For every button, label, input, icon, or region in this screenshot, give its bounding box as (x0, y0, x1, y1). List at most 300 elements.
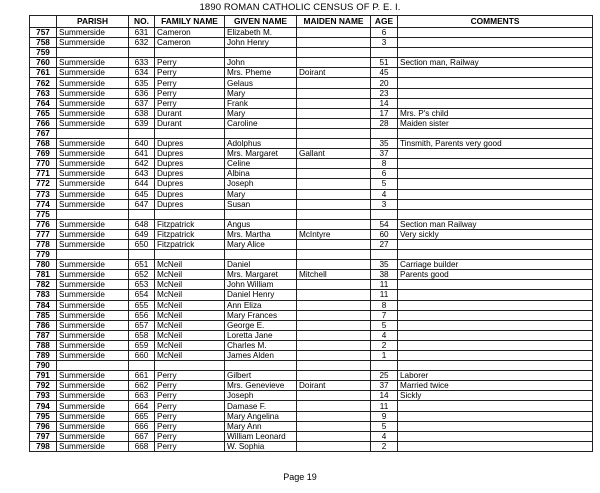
row-number-cell: 770 (30, 159, 57, 169)
comments-cell (398, 48, 593, 58)
table-row (30, 149, 593, 159)
table-row (30, 139, 593, 149)
comments-cell (398, 361, 593, 371)
age-cell (371, 48, 398, 58)
comments-cell (398, 280, 593, 290)
family-name-cell: Dupres (155, 139, 225, 149)
parish-cell: Summerside (57, 310, 129, 320)
given-name-cell: Damase F. (225, 401, 297, 411)
family-name-cell (155, 361, 225, 371)
age-cell: 23 (371, 88, 398, 98)
parish-cell: Summerside (57, 270, 129, 280)
row-number-cell: 757 (30, 28, 57, 38)
parish-cell: Summerside (57, 421, 129, 431)
given-name-cell: Mary (225, 88, 297, 98)
table-row (30, 239, 593, 249)
given-name-cell: Mary Ann (225, 421, 297, 431)
age-cell: 4 (371, 189, 398, 199)
given-name-cell: Gelaus (225, 78, 297, 88)
table-row (30, 108, 593, 118)
given-name-cell (225, 361, 297, 371)
family-name-cell: Dupres (155, 199, 225, 209)
comments-cell (398, 128, 593, 138)
row-number-cell: 791 (30, 371, 57, 381)
given-name-cell: Mrs. Margaret (225, 149, 297, 159)
no-cell: 639 (129, 118, 155, 128)
parish-cell: Summerside (57, 38, 129, 48)
given-name-cell: Charles M. (225, 340, 297, 350)
maiden-name-cell (297, 441, 371, 451)
no-cell (129, 48, 155, 58)
given-name-cell: George E. (225, 320, 297, 330)
given-name-cell: Ann Eliza (225, 300, 297, 310)
age-cell (371, 250, 398, 260)
family-name-cell: Dupres (155, 189, 225, 199)
comments-cell (398, 209, 593, 219)
given-name-cell: Gilbert (225, 371, 297, 381)
family-name-cell: Perry (155, 371, 225, 381)
row-number-cell: 787 (30, 330, 57, 340)
age-cell (371, 128, 398, 138)
column-header (30, 16, 57, 28)
maiden-name-cell (297, 280, 371, 290)
given-name-cell: Adolphus (225, 139, 297, 149)
age-cell: 5 (371, 179, 398, 189)
comments-cell (398, 38, 593, 48)
row-number-cell: 761 (30, 68, 57, 78)
age-cell: 3 (371, 38, 398, 48)
comments-cell (398, 68, 593, 78)
row-number-cell: 777 (30, 229, 57, 239)
given-name-cell: Joseph (225, 179, 297, 189)
parish-cell (57, 209, 129, 219)
comments-cell (398, 189, 593, 199)
age-cell: 6 (371, 28, 398, 38)
table-row (30, 199, 593, 209)
no-cell: 634 (129, 68, 155, 78)
given-name-cell: Daniel (225, 260, 297, 270)
row-number-cell: 769 (30, 149, 57, 159)
maiden-name-cell (297, 250, 371, 260)
maiden-name-cell (297, 209, 371, 219)
parish-cell: Summerside (57, 189, 129, 199)
given-name-cell: Frank (225, 98, 297, 108)
comments-cell: Married twice (398, 381, 593, 391)
no-cell: 649 (129, 229, 155, 239)
comments-cell (398, 28, 593, 38)
given-name-cell (225, 48, 297, 58)
age-cell: 27 (371, 239, 398, 249)
age-cell: 38 (371, 270, 398, 280)
comments-cell (398, 330, 593, 340)
table-row (30, 229, 593, 239)
family-name-cell (155, 250, 225, 260)
row-number-cell: 765 (30, 108, 57, 118)
row-number-cell: 774 (30, 199, 57, 209)
comments-cell (398, 421, 593, 431)
family-name-cell: Cameron (155, 28, 225, 38)
comments-cell (398, 401, 593, 411)
table-row (30, 98, 593, 108)
family-name-cell: McNeil (155, 320, 225, 330)
no-cell: 632 (129, 38, 155, 48)
comments-cell: Section man, Railway (398, 58, 593, 68)
age-cell: 35 (371, 139, 398, 149)
table-row (30, 58, 593, 68)
no-cell: 653 (129, 280, 155, 290)
parish-cell: Summerside (57, 340, 129, 350)
maiden-name-cell (297, 361, 371, 371)
comments-cell (398, 431, 593, 441)
parish-cell: Summerside (57, 300, 129, 310)
row-number-cell: 796 (30, 421, 57, 431)
maiden-name-cell (297, 401, 371, 411)
no-cell: 660 (129, 351, 155, 361)
comments-cell (398, 320, 593, 330)
maiden-name-cell (297, 260, 371, 270)
column-header: AGE (371, 16, 398, 28)
no-cell: 662 (129, 381, 155, 391)
table-row (30, 260, 593, 270)
row-number-cell: 768 (30, 139, 57, 149)
no-cell: 642 (129, 159, 155, 169)
parish-cell: Summerside (57, 391, 129, 401)
family-name-cell: Perry (155, 88, 225, 98)
given-name-cell: Mary (225, 108, 297, 118)
given-name-cell (225, 128, 297, 138)
parish-cell (57, 48, 129, 58)
maiden-name-cell: Doirant (297, 381, 371, 391)
parish-cell: Summerside (57, 169, 129, 179)
parish-cell: Summerside (57, 199, 129, 209)
age-cell: 8 (371, 300, 398, 310)
given-name-cell: Mary Angelina (225, 411, 297, 421)
family-name-cell (155, 209, 225, 219)
census-table (29, 15, 593, 452)
table-row (30, 169, 593, 179)
family-name-cell: Dupres (155, 169, 225, 179)
header-row (30, 16, 593, 28)
row-number-cell: 781 (30, 270, 57, 280)
table-row (30, 421, 593, 431)
table-row (30, 250, 593, 260)
family-name-cell: Durant (155, 118, 225, 128)
family-name-cell: Fitzpatrick (155, 239, 225, 249)
table-row (30, 371, 593, 381)
no-cell: 666 (129, 421, 155, 431)
age-cell: 51 (371, 58, 398, 68)
table-row (30, 441, 593, 451)
family-name-cell: Perry (155, 68, 225, 78)
given-name-cell: Mrs. Genevieve (225, 381, 297, 391)
parish-cell: Summerside (57, 219, 129, 229)
age-cell: 6 (371, 169, 398, 179)
table-row (30, 391, 593, 401)
comments-cell (398, 179, 593, 189)
row-number-cell: 772 (30, 179, 57, 189)
given-name-cell: Mary Frances (225, 310, 297, 320)
no-cell: 661 (129, 371, 155, 381)
age-cell: 35 (371, 260, 398, 270)
parish-cell: Summerside (57, 351, 129, 361)
no-cell: 651 (129, 260, 155, 270)
table-row (30, 68, 593, 78)
given-name-cell: Mary Alice (225, 239, 297, 249)
age-cell: 4 (371, 431, 398, 441)
row-number-cell: 766 (30, 118, 57, 128)
given-name-cell (225, 209, 297, 219)
table-row (30, 330, 593, 340)
maiden-name-cell (297, 108, 371, 118)
no-cell (129, 250, 155, 260)
comments-cell (398, 250, 593, 260)
given-name-cell: Mrs. Martha (225, 229, 297, 239)
family-name-cell: McNeil (155, 280, 225, 290)
no-cell: 658 (129, 330, 155, 340)
given-name-cell: John William (225, 280, 297, 290)
row-number-cell: 763 (30, 88, 57, 98)
table-row (30, 88, 593, 98)
row-number-cell: 773 (30, 189, 57, 199)
no-cell: 641 (129, 149, 155, 159)
table-row (30, 411, 593, 421)
parish-cell: Summerside (57, 280, 129, 290)
no-cell: 655 (129, 300, 155, 310)
age-cell: 14 (371, 98, 398, 108)
column-header: MAIDEN NAME (297, 16, 371, 28)
table-row (30, 189, 593, 199)
given-name-cell: Loretta Jane (225, 330, 297, 340)
maiden-name-cell (297, 88, 371, 98)
comments-cell (398, 351, 593, 361)
maiden-name-cell (297, 58, 371, 68)
age-cell: 4 (371, 330, 398, 340)
no-cell: 664 (129, 401, 155, 411)
parish-cell: Summerside (57, 290, 129, 300)
age-cell: 17 (371, 108, 398, 118)
row-number-cell: 780 (30, 260, 57, 270)
table-row (30, 381, 593, 391)
age-cell: 9 (371, 411, 398, 421)
row-number-cell: 764 (30, 98, 57, 108)
family-name-cell: Cameron (155, 38, 225, 48)
comments-cell: Maiden sister (398, 118, 593, 128)
no-cell (129, 209, 155, 219)
family-name-cell: McNeil (155, 340, 225, 350)
maiden-name-cell (297, 290, 371, 300)
no-cell: 654 (129, 290, 155, 300)
column-header: COMMENTS (398, 16, 593, 28)
table-row (30, 159, 593, 169)
census-body (30, 28, 593, 452)
row-number-cell: 785 (30, 310, 57, 320)
comments-cell: Laborer (398, 371, 593, 381)
maiden-name-cell (297, 199, 371, 209)
parish-cell: Summerside (57, 411, 129, 421)
comments-cell (398, 149, 593, 159)
parish-cell: Summerside (57, 98, 129, 108)
family-name-cell: McNeil (155, 300, 225, 310)
given-name-cell: William Leonard (225, 431, 297, 441)
table-row (30, 118, 593, 128)
age-cell: 37 (371, 149, 398, 159)
table-row (30, 38, 593, 48)
maiden-name-cell (297, 48, 371, 58)
family-name-cell (155, 48, 225, 58)
parish-cell: Summerside (57, 371, 129, 381)
parish-cell: Summerside (57, 330, 129, 340)
age-cell: 11 (371, 290, 398, 300)
comments-cell (398, 159, 593, 169)
parish-cell: Summerside (57, 149, 129, 159)
family-name-cell: McNeil (155, 351, 225, 361)
given-name-cell: Mary (225, 189, 297, 199)
maiden-name-cell (297, 219, 371, 229)
parish-cell: Summerside (57, 118, 129, 128)
comments-cell (398, 88, 593, 98)
no-cell: 668 (129, 441, 155, 451)
no-cell: 631 (129, 28, 155, 38)
comments-cell (398, 78, 593, 88)
age-cell: 5 (371, 421, 398, 431)
age-cell: 2 (371, 340, 398, 350)
age-cell: 45 (371, 68, 398, 78)
family-name-cell: Perry (155, 391, 225, 401)
given-name-cell: John Henry (225, 38, 297, 48)
no-cell: 663 (129, 391, 155, 401)
no-cell: 652 (129, 270, 155, 280)
family-name-cell: Perry (155, 98, 225, 108)
maiden-name-cell (297, 128, 371, 138)
no-cell: 643 (129, 169, 155, 179)
family-name-cell: Durant (155, 108, 225, 118)
column-header: NO. (129, 16, 155, 28)
row-number-cell: 795 (30, 411, 57, 421)
family-name-cell: Perry (155, 431, 225, 441)
no-cell (129, 128, 155, 138)
parish-cell: Summerside (57, 441, 129, 451)
table-row (30, 340, 593, 350)
row-number-cell: 788 (30, 340, 57, 350)
family-name-cell: McNeil (155, 260, 225, 270)
age-cell: 14 (371, 391, 398, 401)
comments-cell: Mrs. P's child (398, 108, 593, 118)
age-cell: 8 (371, 159, 398, 169)
given-name-cell: Elizabeth M. (225, 28, 297, 38)
parish-cell: Summerside (57, 179, 129, 189)
parish-cell: Summerside (57, 239, 129, 249)
parish-cell: Summerside (57, 28, 129, 38)
maiden-name-cell (297, 431, 371, 441)
row-number-cell: 784 (30, 300, 57, 310)
maiden-name-cell (297, 300, 371, 310)
comments-cell (398, 310, 593, 320)
no-cell: 638 (129, 108, 155, 118)
family-name-cell: McNeil (155, 330, 225, 340)
maiden-name-cell (297, 169, 371, 179)
parish-cell: Summerside (57, 88, 129, 98)
no-cell: 656 (129, 310, 155, 320)
no-cell (129, 361, 155, 371)
age-cell: 37 (371, 381, 398, 391)
family-name-cell: Perry (155, 78, 225, 88)
column-header: FAMILY NAME (155, 16, 225, 28)
table-row (30, 310, 593, 320)
maiden-name-cell (297, 320, 371, 330)
family-name-cell: Perry (155, 441, 225, 451)
comments-cell (398, 411, 593, 421)
family-name-cell: Perry (155, 401, 225, 411)
no-cell: 657 (129, 320, 155, 330)
no-cell: 650 (129, 239, 155, 249)
no-cell: 633 (129, 58, 155, 68)
parish-cell: Summerside (57, 381, 129, 391)
age-cell: 7 (371, 310, 398, 320)
row-number-cell: 789 (30, 351, 57, 361)
maiden-name-cell (297, 118, 371, 128)
given-name-cell: John (225, 58, 297, 68)
given-name-cell (225, 250, 297, 260)
given-name-cell: Albina (225, 169, 297, 179)
maiden-name-cell: Gallant (297, 149, 371, 159)
family-name-cell: Fitzpatrick (155, 219, 225, 229)
age-cell (371, 361, 398, 371)
parish-cell: Summerside (57, 431, 129, 441)
parish-cell: Summerside (57, 320, 129, 330)
maiden-name-cell (297, 391, 371, 401)
family-name-cell: McNeil (155, 270, 225, 280)
given-name-cell: Caroline (225, 118, 297, 128)
table-row (30, 48, 593, 58)
parish-cell: Summerside (57, 401, 129, 411)
family-name-cell: Dupres (155, 159, 225, 169)
age-cell: 1 (371, 351, 398, 361)
no-cell: 647 (129, 199, 155, 209)
given-name-cell: Angus (225, 219, 297, 229)
row-number-cell: 778 (30, 239, 57, 249)
table-row (30, 28, 593, 38)
comments-cell: Very sickly (398, 229, 593, 239)
maiden-name-cell: Doirant (297, 68, 371, 78)
given-name-cell: Mrs. Margaret (225, 270, 297, 280)
age-cell: 25 (371, 371, 398, 381)
row-number-cell: 759 (30, 48, 57, 58)
row-number-cell: 758 (30, 38, 57, 48)
table-row (30, 320, 593, 330)
comments-cell (398, 199, 593, 209)
no-cell: 659 (129, 340, 155, 350)
maiden-name-cell: Mitchell (297, 270, 371, 280)
maiden-name-cell (297, 179, 371, 189)
parish-cell (57, 250, 129, 260)
table-row (30, 179, 593, 189)
family-name-cell: McNeil (155, 290, 225, 300)
maiden-name-cell (297, 310, 371, 320)
family-name-cell: Perry (155, 381, 225, 391)
table-row (30, 219, 593, 229)
given-name-cell: Mrs. Pheme (225, 68, 297, 78)
parish-cell: Summerside (57, 229, 129, 239)
table-row (30, 361, 593, 371)
parish-cell: Summerside (57, 260, 129, 270)
parish-cell: Summerside (57, 58, 129, 68)
row-number-cell: 786 (30, 320, 57, 330)
family-name-cell: McNeil (155, 310, 225, 320)
maiden-name-cell (297, 411, 371, 421)
column-header: GIVEN NAME (225, 16, 297, 28)
age-cell: 5 (371, 320, 398, 330)
family-name-cell: Perry (155, 58, 225, 68)
